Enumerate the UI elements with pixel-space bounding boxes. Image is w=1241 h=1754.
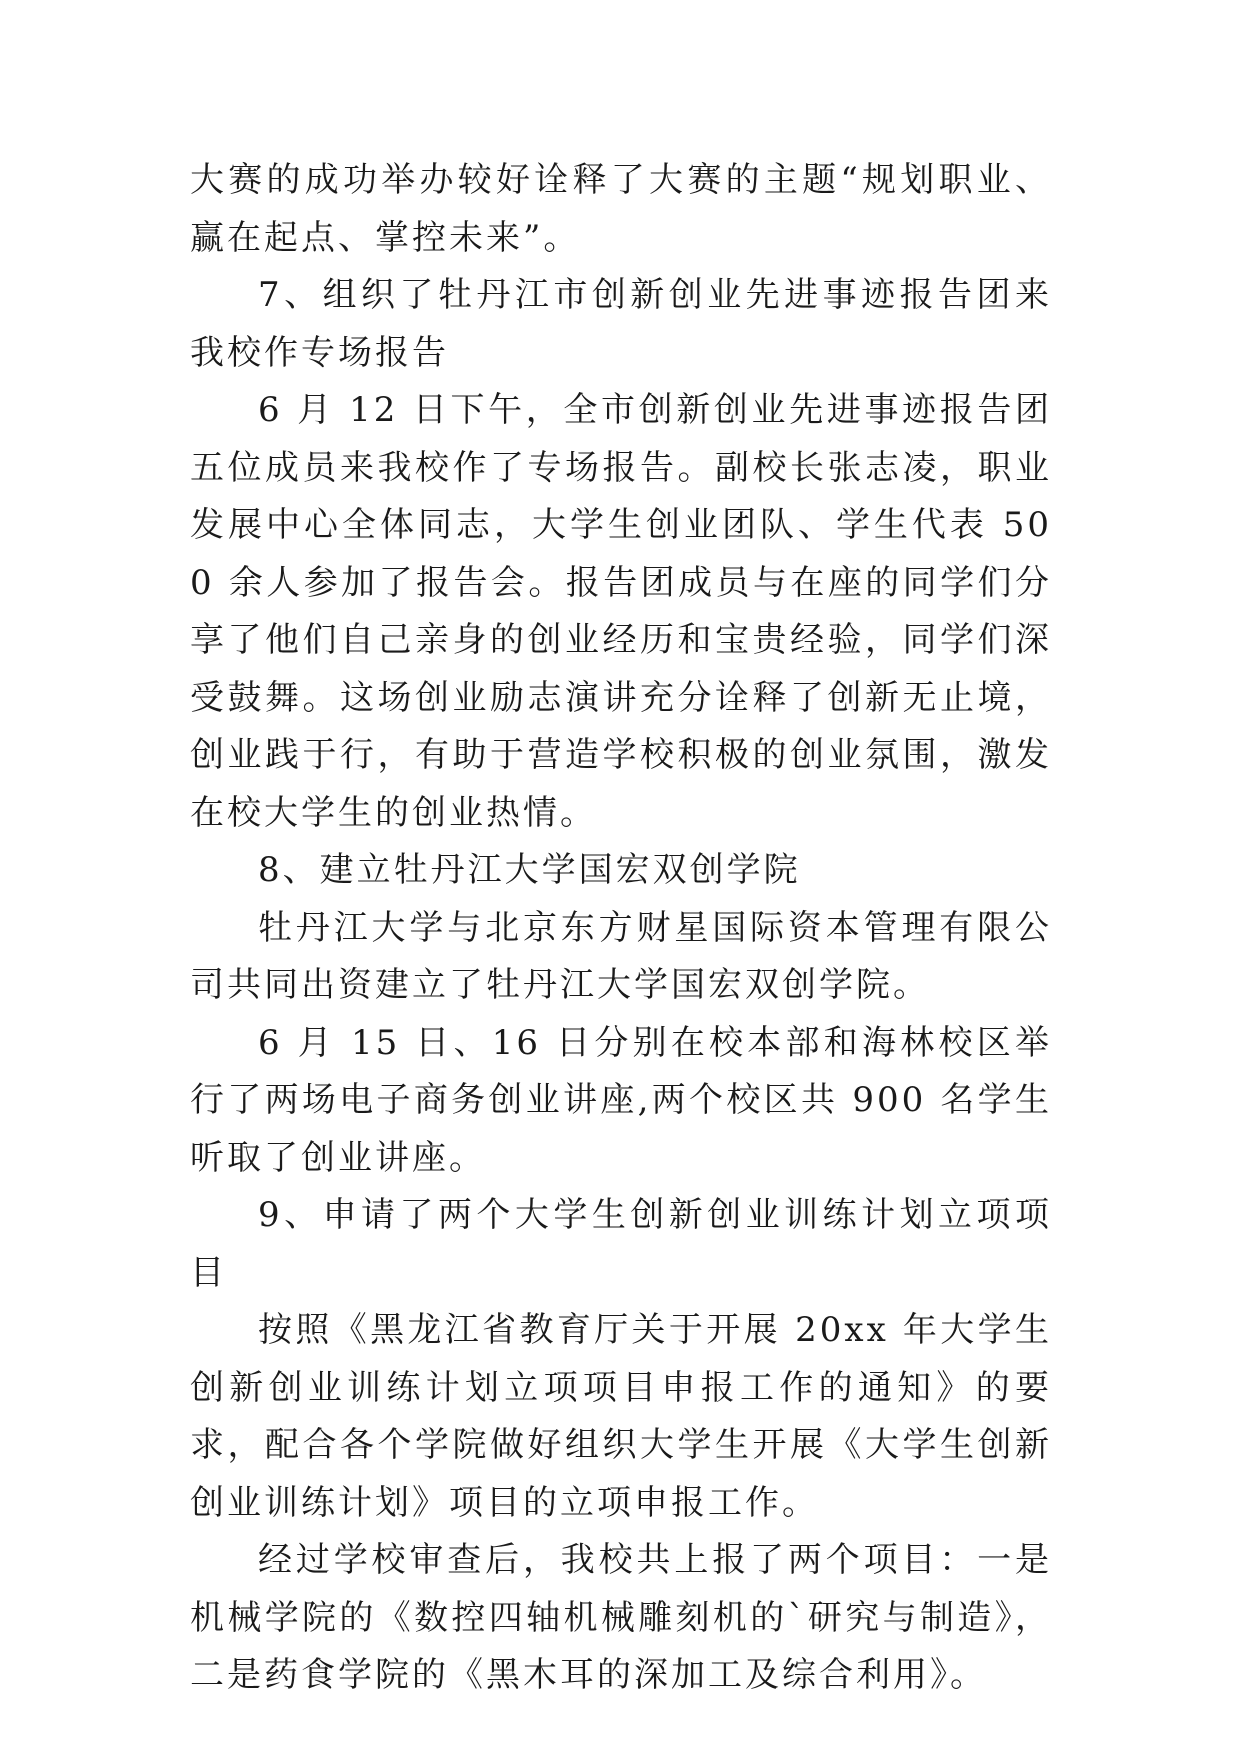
- paragraph-ecommerce-lectures: 6 月 15 日、16 日分别在校本部和海林校区举行了两场电子商务创业讲座,两个校区共 900 名学生听取了创业讲座。: [190, 1022, 1052, 1178]
- section-heading-9: 9、申请了两个大学生创新创业训练计划立项项目: [190, 1195, 1052, 1293]
- section-heading-8: 8、建立牡丹江大学国宏双创学院: [258, 850, 801, 890]
- document-page: [190, 152, 1052, 1705]
- paragraph-submitted-projects: 经过学校审查后，我校共上报了两个项目：一是机械学院的《数控四轴机械雕刻机的`研究与制造》，二是药食学院的《黑木耳的深加工及综合利用》。: [190, 1540, 1052, 1695]
- paragraph-application-notice: 按照《黑龙江省教育厅关于开展 20xx 年大学生创新创业训练计划立项项目申报工作的通知》的要求，配合各个学院做好组织大学生开展《大学生创新创业训练计划》项目的立项申报工作。: [190, 1310, 1052, 1523]
- paragraph-contest-conclusion: 大赛的成功举办较好诠释了大赛的主题“规划职业、赢在起点、掌控未来”。: [190, 160, 1052, 258]
- paragraph-report-session: 6 月 12 日下午，全市创新创业先进事迹报告团五位成员来我校作了专场报告。副校长张志凌，职业发展中心全体同志，大学生创业团队、学生代表 500 余人参加了报告会。报告团成员与在座的同学们分享了他们自己亲身的创业经历和宝贵经验，同学们深受鼓舞。这场创业励志演讲充分诠释了创新无止境，创业践于行，有助于营造学校积极的创业氛围，激发在校大学生的创业热情。: [190, 390, 1052, 833]
- paragraph-college-founding: 牡丹江大学与北京东方财星国际资本管理有限公司共同出资建立了牡丹江大学国宏双创学院。: [190, 907, 1052, 1005]
- section-heading-7: 7、组织了牡丹江市创新创业先进事迹报告团来我校作专场报告: [190, 275, 1052, 373]
